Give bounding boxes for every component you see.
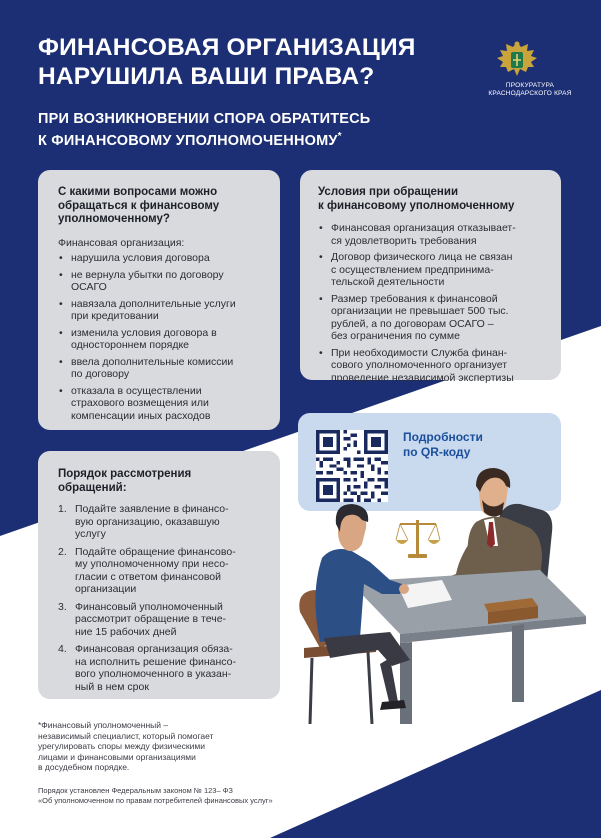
line: тельской деятельности	[331, 276, 445, 288]
scales-pan-right	[428, 540, 440, 544]
line: • Размер требования к финансовой	[331, 292, 498, 305]
procedure-list	[58, 503, 268, 693]
list-item	[318, 222, 549, 247]
questions-card	[38, 170, 280, 430]
title-line: Порядок рассмотрения	[58, 468, 192, 480]
line: • не вернула убытки по договору	[71, 268, 224, 281]
subtitle-line	[38, 128, 468, 150]
line: вого уполномоченного в указан-	[75, 668, 232, 680]
line: Подайте обращение финансово-	[75, 545, 236, 558]
line: рассмотрит обращение в тече-	[75, 613, 227, 625]
qr-caption-line: по QR-коду	[403, 444, 471, 459]
list-item	[58, 546, 268, 596]
line: с осуществлением предпринима-	[331, 263, 494, 276]
questions-intro: Финансовая организация:	[58, 236, 185, 249]
line: организации не превышает 500 тыс.	[331, 305, 509, 317]
line: одностороннем порядке	[71, 339, 190, 351]
list-item	[58, 385, 268, 423]
line: проведение независимой экспертизы	[331, 371, 514, 384]
line: • Финансовая организация отказывает-	[331, 222, 516, 234]
line: ОСАГО	[71, 281, 107, 293]
footnote-line: урегулировать споры между физическими	[38, 741, 205, 751]
line: Финансовая организация обяза-	[75, 643, 233, 655]
footnote-line: в досудебном порядке.	[38, 762, 130, 772]
subtitle-line-text: К ФИНАНСОВОМУ УПОЛНОМОЧЕННОМУ	[38, 132, 338, 149]
line: • нарушила условия договора	[71, 252, 210, 264]
line: ние 15 рабочих дней	[75, 625, 177, 638]
line: организации	[75, 583, 137, 595]
org-line: ПРОКУРАТУРА	[505, 82, 555, 89]
list-item	[58, 643, 268, 693]
list-item	[58, 356, 268, 381]
conditions-card	[300, 170, 561, 384]
footnote-mark: *	[337, 131, 342, 142]
list-item	[58, 503, 268, 541]
questions-list	[58, 252, 268, 422]
emblem-icon	[492, 36, 542, 86]
item-number: 4.	[58, 643, 67, 655]
page-subtitle	[38, 110, 468, 150]
title-line: обращаться к финансовому	[58, 199, 220, 212]
line: страхового возмещения или	[71, 397, 209, 409]
title-line: к финансовому уполномоченному	[318, 199, 515, 212]
footnote	[38, 720, 338, 773]
line: компенсации иных расходов	[71, 409, 211, 422]
line: • При необходимости Служба финан-	[331, 346, 508, 359]
line: услугу	[75, 528, 106, 540]
line: рублей, а по договорам ОСАГО –	[331, 317, 494, 330]
qr-caption-line: Подробности	[403, 430, 483, 444]
line: гласии с ответом финансовой	[75, 570, 221, 583]
line: без ограничения по сумме	[331, 330, 460, 342]
list-item	[58, 269, 268, 294]
list-item	[318, 293, 549, 343]
line: по договору	[71, 368, 130, 380]
subtitle-line: ПРИ ВОЗНИКНОВЕНИИ СПОРА ОБРАТИТЕСЬ	[38, 111, 371, 127]
title-line: уполномоченному?	[58, 213, 170, 225]
line: ный в нем срок	[75, 680, 149, 693]
line: • Договор физического лица не связан	[331, 251, 513, 263]
line: ся удовлетворить требования	[331, 234, 477, 247]
law-line: Порядок установлен Федеральным законом № 123– ФЗ	[38, 786, 233, 795]
scales-stand	[416, 520, 419, 556]
scales-pan-left	[396, 540, 408, 544]
line: • изменила условия договора в	[71, 326, 217, 339]
line: при кредитовании	[71, 310, 159, 322]
title-line: обращений:	[58, 481, 127, 494]
client-shin	[380, 658, 398, 706]
desk-panel	[512, 624, 524, 702]
title-line: НАРУШИЛА ВАШИ ПРАВА?	[38, 63, 375, 90]
line: му уполномоченному при несо-	[75, 558, 229, 570]
questions-card-title	[58, 186, 268, 227]
line: • навязала дополнительные услуги	[71, 297, 236, 310]
law-line: «Об уполномоченном по правам потребителей финансовых услуг»	[38, 795, 273, 805]
page-title	[38, 33, 478, 91]
footnote-line: независимый специалист, который помогает	[38, 730, 214, 741]
line: на исполнить решение финансо-	[75, 655, 236, 668]
client-hand	[399, 584, 409, 594]
item-number: 3.	[58, 600, 67, 613]
item-number: 2.	[58, 545, 67, 558]
line: Подайте заявление в финансо-	[75, 503, 229, 515]
scales-base	[408, 554, 427, 558]
line: сового уполномоченного организует	[331, 359, 508, 371]
item-number: 1.	[58, 503, 67, 515]
footnote-line: лицами и финансовыми организациями	[38, 751, 196, 762]
list-item	[318, 251, 549, 289]
client-chair-legs	[310, 652, 372, 724]
procedure-card	[38, 451, 280, 699]
line: Финансовый уполномоченный	[75, 600, 223, 613]
list-item	[58, 601, 268, 639]
title-line: Условия при обращении	[318, 186, 459, 198]
line: • отказала в осуществлении	[71, 384, 202, 397]
list-item	[58, 298, 268, 323]
law-reference	[38, 786, 358, 805]
conditions-card-title	[318, 186, 549, 213]
list-item	[58, 327, 268, 352]
list-item	[318, 347, 549, 385]
qr-caption	[403, 430, 483, 459]
list-item	[58, 252, 268, 265]
org-line: КРАСНОДАРСКОГО КРАЯ	[488, 90, 572, 97]
office-illustration	[280, 462, 601, 724]
line: • ввела дополнительные комиссии	[71, 355, 234, 368]
procedure-card-title	[58, 468, 268, 495]
title-line: С какими вопросами можно	[58, 186, 218, 198]
line: вую организацию, оказавшую	[75, 515, 220, 528]
organization-name	[470, 82, 590, 98]
title-line: ФИНАНСОВАЯ ОРГАНИЗАЦИЯ	[38, 34, 416, 61]
footnote-line: *Финансовый уполномоченный –	[38, 720, 169, 730]
conditions-list	[318, 222, 549, 384]
